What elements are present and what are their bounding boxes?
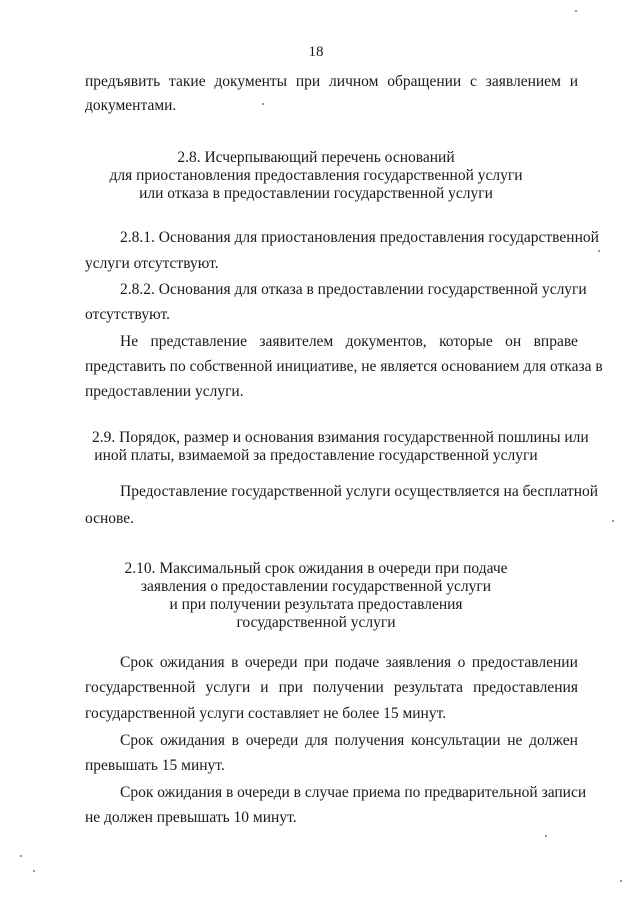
word: очереди: [245, 732, 299, 749]
word: которые: [439, 333, 493, 350]
para-2-10-3-line-2: не должен превышать 10 минут.: [85, 809, 297, 826]
word: в: [231, 654, 239, 671]
continuation-line-1: [85, 74, 578, 90]
word: документов,: [345, 333, 427, 350]
word: не: [507, 732, 523, 749]
word: с: [470, 73, 477, 90]
para-2-10-1-line-1: [120, 655, 578, 671]
word: заявителем: [259, 333, 334, 350]
word: и: [260, 679, 269, 696]
para-2-8-3-line-2: представить по собственной инициативе, не является основанием для отказа в: [85, 358, 603, 375]
word: и: [569, 73, 578, 90]
word: подаче: [334, 654, 380, 671]
para-2-10-2-line-1: [120, 733, 578, 749]
section-2-10-heading-line-3: и при получении результата предоставления: [169, 596, 463, 613]
word: в: [231, 732, 239, 749]
section-2-8-heading-line-1: 2.8. Исчерпывающий перечень оснований: [177, 149, 455, 166]
word: предъявить: [85, 73, 161, 90]
word: ожидания: [160, 732, 225, 749]
section-2-10-heading-line-2: заявления о предоставлении государственной услуги: [140, 578, 492, 595]
word: должен: [529, 732, 578, 749]
word: государственной: [85, 679, 196, 696]
word: заявления: [385, 654, 452, 671]
continuation-line-2: документами.: [85, 97, 177, 114]
para-2-10-2-line-2: превышать 15 минут.: [85, 757, 225, 774]
word: ожидания: [159, 654, 225, 671]
word: консультации: [411, 732, 501, 749]
word: Не: [120, 333, 139, 350]
word: результата: [393, 679, 464, 696]
word: при: [295, 73, 321, 90]
word: о: [457, 654, 466, 671]
section-2-8-heading-line-3: или отказа в предоставлении государственной услуги: [139, 185, 493, 202]
word: получении: [312, 679, 384, 696]
para-2-8-2-line-1: 2.8.2. Основания для отказа в предоставлении государственной услуги: [120, 281, 587, 298]
word: Срок: [120, 732, 154, 749]
word: документы: [214, 73, 288, 90]
scan-speck: [575, 10, 577, 12]
word: при: [303, 654, 329, 671]
para-2-10-1-line-3: государственной услуги составляет не более 15 минут.: [85, 705, 447, 722]
para-2-9-line-1: Предоставление государственной услуги осуществляется на бесплатной: [120, 483, 599, 500]
word: вправе: [533, 333, 578, 350]
word: очереди: [244, 654, 298, 671]
section-2-9-heading-line-1: 2.9. Порядок, размер и основания взимания государственной пошлины или: [92, 429, 589, 446]
word: для: [305, 732, 328, 749]
scan-speck: [620, 880, 622, 882]
scan-speck: [262, 103, 264, 105]
para-2-8-1-line-1: 2.8.1. Основания для приостановления предоставления государственной: [120, 229, 599, 246]
word: при: [278, 679, 303, 696]
para-2-9-line-2: основе.: [85, 510, 135, 527]
word: он: [505, 333, 522, 350]
para-2-10-1-line-2: [85, 680, 578, 696]
section-2-10-heading-line-4: государственной услуги: [236, 614, 396, 631]
word: такие: [169, 73, 206, 90]
para-2-8-2-line-2: отсутствуют.: [85, 306, 170, 323]
para-2-10-3-line-1: Срок ожидания в очереди в случае приема по предварительной записи: [120, 784, 587, 801]
word: заявлением: [485, 73, 561, 90]
para-2-8-3-line-3: предоставлении услуги.: [85, 383, 244, 400]
para-2-8-1-line-2: услуги отсутствуют.: [85, 255, 219, 272]
page-number: 18: [308, 44, 324, 60]
section-2-8-heading-line-2: для приостановления предоставления государственной услуги: [109, 167, 523, 184]
scan-speck: [545, 835, 547, 837]
section-2-10-heading-line-1: 2.10. Максимальный срок ожидания в очереди при подаче: [124, 560, 508, 577]
word: обращении: [387, 73, 462, 90]
scan-speck: [612, 520, 614, 522]
word: услуги: [205, 679, 251, 696]
para-2-8-3-line-1: [120, 334, 578, 350]
word: получения: [334, 732, 405, 749]
scan-speck: [33, 870, 35, 872]
word: представление: [150, 333, 248, 350]
word: предоставления: [473, 679, 578, 696]
scan-speck: [598, 250, 600, 252]
word: предоставлении: [471, 654, 578, 671]
word: личном: [329, 73, 379, 90]
scan-speck: [20, 855, 22, 857]
section-2-9-heading-line-2: иной платы, взимаемой за предоставление государственной услуги: [94, 447, 538, 464]
word: Срок: [120, 654, 154, 671]
